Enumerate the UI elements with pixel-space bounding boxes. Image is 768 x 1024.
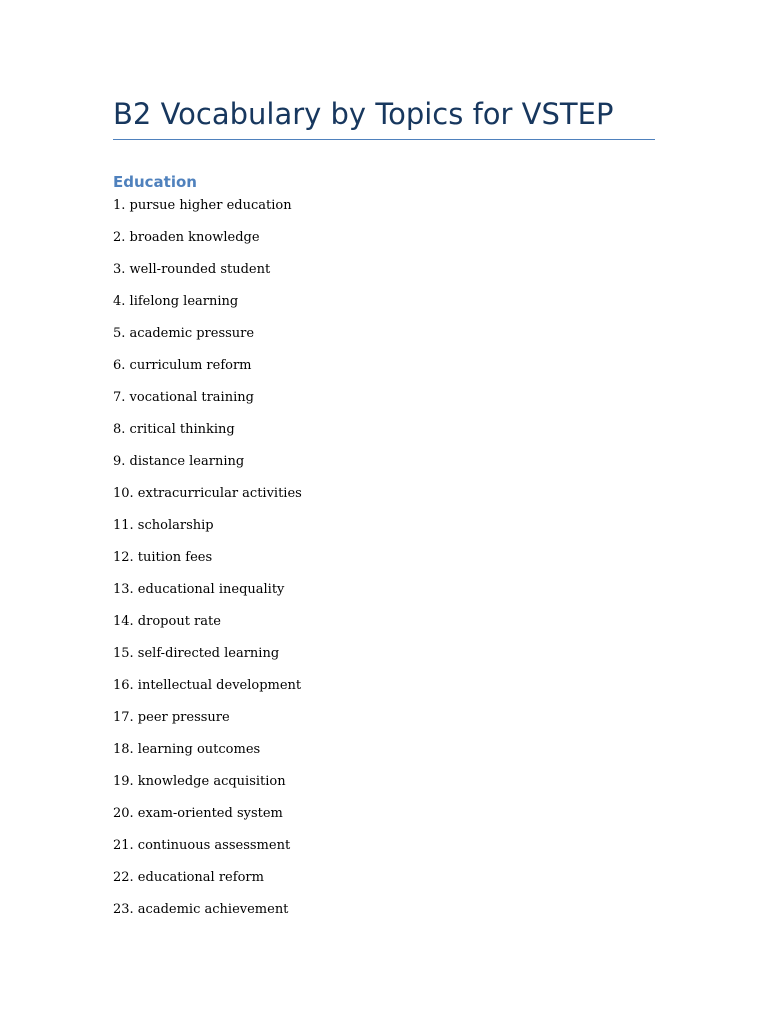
vocab-item: 11. scholarship <box>113 518 214 533</box>
vocab-item: 2. broaden knowledge <box>113 230 260 245</box>
vocab-item: 7. vocational training <box>113 390 254 405</box>
vocab-item: 5. academic pressure <box>113 326 255 341</box>
document-title: B2 Vocabulary by Topics for VSTEP <box>113 97 614 131</box>
vocab-item: 10. extracurricular activities <box>113 486 302 501</box>
vocab-item: 23. academic achievement <box>113 902 289 917</box>
title-underline-rule <box>113 139 655 140</box>
vocab-item: 16. intellectual development <box>113 678 302 693</box>
vocab-item: 14. dropout rate <box>113 614 221 629</box>
vocab-item: 4. lifelong learning <box>113 294 239 309</box>
vocab-item: 18. learning outcomes <box>113 742 261 757</box>
vocab-item: 3. well-rounded student <box>113 262 271 277</box>
vocab-item: 13. educational inequality <box>113 582 285 597</box>
section-heading-education: Education <box>113 173 197 191</box>
vocab-item: 15. self-directed learning <box>113 646 280 661</box>
vocab-item: 1. pursue higher education <box>113 198 292 213</box>
vocab-item: 17. peer pressure <box>113 710 230 725</box>
vocab-item: 20. exam-oriented system <box>113 806 283 821</box>
vocab-item: 9. distance learning <box>113 454 245 469</box>
vocab-item: 22. educational reform <box>113 870 264 885</box>
vocab-item: 6. curriculum reform <box>113 358 252 373</box>
vocab-item: 8. critical thinking <box>113 422 235 437</box>
vocab-item: 12. tuition fees <box>113 550 213 565</box>
vocabulary-list <box>113 196 302 932</box>
vocab-item: 21. continuous assessment <box>113 838 291 853</box>
vocab-item: 19. knowledge acquisition <box>113 774 286 789</box>
